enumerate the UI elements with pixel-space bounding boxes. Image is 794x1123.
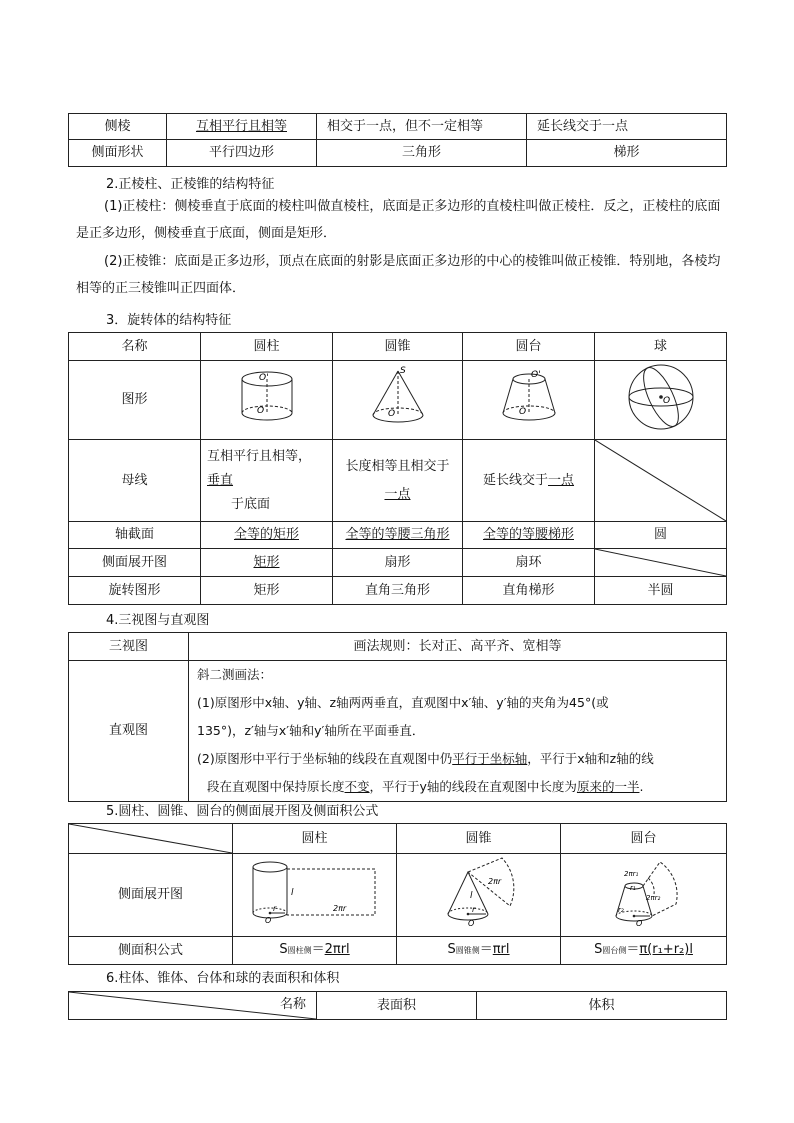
lateral-cone: 扇形	[333, 549, 463, 577]
rule2-text-e: ，平行于y轴的线段在直观图中长度为	[369, 779, 577, 794]
header-name: 名称	[69, 333, 201, 361]
axial-label: 轴截面	[69, 522, 201, 549]
oblique-rule-1b: 135°)，z′轴与x′轴和y′轴所在平面垂直．	[197, 723, 425, 738]
rotation-frustum: 直角梯形	[463, 577, 595, 605]
lateral-cylinder-text: 矩形	[253, 554, 280, 570]
axial-cylinder-text: 全等的矩形	[233, 527, 299, 542]
cone-o-label: O	[387, 409, 395, 419]
lateral-frustum: 扇环	[463, 549, 595, 577]
sphere-o-label: O	[662, 396, 670, 406]
cone-development-figure	[434, 854, 524, 930]
frustum-generatrix	[463, 440, 595, 522]
section6-heading: 6.柱体、锥体、台体和球的表面积和体积	[106, 971, 340, 986]
cell-label-lateral-edge: 侧棱	[69, 114, 167, 140]
header-surface-area: 表面积	[317, 992, 477, 1020]
cyl-dev-o: O	[264, 916, 271, 925]
rule2-text-a: (2)原图形中平行于坐标轴的线段在直观图中仍	[197, 751, 453, 766]
cone-development-cell	[397, 854, 561, 937]
sphere-figure-cell	[595, 361, 727, 440]
cyl-dev-r: r	[272, 904, 276, 913]
oblique-title: 斜二测画法：	[197, 667, 273, 682]
frustum-dev-2pir1: 2πr₁	[623, 870, 638, 878]
figure-label: 图形	[69, 361, 201, 440]
formula-frustum-eq: ＝	[626, 942, 640, 957]
header-sphere: 球	[595, 333, 727, 361]
section3-heading: 3．旋转体的结构特征	[106, 313, 232, 328]
header-cylinder-5: 圆柱	[233, 824, 397, 854]
cone-figure-cell	[333, 361, 463, 440]
rotation-label: 旋转图形	[69, 577, 201, 605]
frustum-figure-cell	[463, 361, 595, 440]
section5-heading: 5.圆柱、圆锥、圆台的侧面展开图及侧面积公式	[106, 804, 379, 819]
frustum-dev-r1: r₁	[629, 884, 636, 892]
cone-dev-l: l	[469, 891, 473, 901]
frustum-o1-label: O'	[530, 370, 541, 380]
section2-paragraph-2: (2)正棱锥：底面是正多边形，顶点在底面的射影是底面正多边形的中心的棱锥叫做正棱锥．特别地，各棱均相等的正三棱锥叫正四面体．	[76, 254, 721, 296]
header-name-6-text: 名称	[279, 997, 306, 1012]
formula-cone	[397, 937, 561, 965]
lateral-cylinder	[201, 549, 333, 577]
formula-cyl-s: S	[279, 942, 288, 957]
formula-cyl-eq: ＝	[311, 942, 325, 957]
lateral-area-table	[68, 823, 727, 965]
cone-generatrix-line1: 长度相等且相交于	[345, 458, 450, 474]
formula-cyl-value: 2πrl	[324, 942, 350, 957]
cell-pyramid-face: 三角形	[317, 140, 527, 167]
rule2-text-d: 段在直观图中保持原长度	[207, 779, 345, 794]
frustum-o-label: O	[518, 407, 526, 417]
intuitive-view-label: 直观图	[69, 661, 189, 802]
rule2-unchanged: 不变	[344, 779, 370, 794]
oblique-rule-1a: (1)原图形中x轴、y轴、z轴两两垂直，直观图中x′轴、y′轴的夹角为45°(或	[197, 695, 609, 710]
cylinder-figure	[237, 367, 297, 427]
frustum-development-cell	[561, 854, 727, 937]
cylinder-generatrix-line3: 于底面	[231, 496, 271, 512]
rule2-period: .	[639, 779, 644, 794]
section4-heading: 4.三视图与直观图	[106, 613, 210, 628]
cell-frustum-edge: 延长线交于一点	[527, 114, 727, 140]
rotation-sphere: 半圆	[595, 577, 727, 605]
axial-frustum-text: 全等的等腰梯形	[482, 527, 574, 542]
axial-cone	[333, 522, 463, 549]
sphere-figure	[625, 361, 697, 433]
cell-pyramid-edge: 相交于一点，但不一定相等	[317, 114, 527, 140]
cylinder-o1-label: O'	[258, 373, 269, 383]
formula-cone-s: S	[447, 942, 456, 957]
formula-cyl-sub: 圆柱侧	[287, 946, 312, 955]
oblique-rule-2a	[197, 745, 726, 773]
cone-dev-2pir: 2πr	[487, 877, 501, 886]
three-views-table	[68, 632, 727, 802]
lateral-label: 侧面展开图	[69, 549, 201, 577]
three-views-rule: 画法规则：长对正、高平齐、宽相等	[189, 633, 727, 661]
frustum-dev-o: O	[635, 919, 642, 928]
solids-of-revolution-table	[68, 332, 727, 605]
rotation-cone: 直角三角形	[333, 577, 463, 605]
axial-sphere: 圆	[595, 522, 727, 549]
cone-dev-r: r	[471, 905, 475, 914]
cylinder-generatrix	[201, 440, 333, 522]
header-volume: 体积	[477, 992, 727, 1020]
header-frustum-5: 圆台	[561, 824, 727, 854]
axial-cone-text: 全等的等腰三角形	[345, 527, 450, 542]
surface-volume-table	[68, 991, 727, 1020]
oblique-method	[189, 661, 727, 802]
frustum-generatrix-point: 一点	[548, 472, 575, 488]
section2-paragraph-1: (1)正棱柱：侧棱垂直于底面的棱柱叫做直棱柱，底面是正多边形的直棱柱叫做正棱柱．反之，正棱柱的底面是正多边形，侧棱垂直于底面，侧面是矩形．	[76, 199, 721, 241]
frustum-dev-2pir2: 2πr₂	[645, 894, 660, 902]
section2-heading: 2.正棱柱、正棱锥的结构特征	[106, 177, 275, 192]
oblique-rule-2b	[197, 773, 726, 801]
formula-cone-value: πrl	[492, 942, 510, 957]
header-name-6	[69, 992, 317, 1020]
cylinder-development-cell	[233, 854, 397, 937]
rule2-half: 原来的一半	[576, 779, 640, 794]
rule2-parallel: 平行于坐标轴	[452, 751, 528, 766]
frustum-dev-r2: r₂	[617, 906, 624, 914]
sphere-generatrix-empty	[595, 440, 727, 522]
three-views-label: 三视图	[69, 633, 189, 661]
cell-frustum-face: 梯形	[527, 140, 727, 167]
axial-cylinder	[201, 522, 333, 549]
cell-label-lateral-face: 侧面形状	[69, 140, 167, 167]
cylinder-development-figure	[245, 857, 385, 927]
generatrix-label: 母线	[69, 440, 201, 522]
cone-figure	[368, 365, 428, 429]
rotation-cylinder: 矩形	[201, 577, 333, 605]
cyl-dev-2pir: 2πr	[332, 904, 346, 913]
formula-cylinder	[233, 937, 397, 965]
header-cone: 圆锥	[333, 333, 463, 361]
formula-cone-eq: ＝	[479, 942, 493, 957]
formula-label: 侧面积公式	[69, 937, 233, 965]
header-cylinder: 圆柱	[201, 333, 333, 361]
formula-frustum	[561, 937, 727, 965]
cell-prism-face: 平行四边形	[167, 140, 317, 167]
header-cone-5: 圆锥	[397, 824, 561, 854]
corner-empty	[69, 824, 233, 854]
header-frustum: 圆台	[463, 333, 595, 361]
formula-frustum-value: π(r₁+r₂)l	[639, 942, 693, 957]
axial-frustum	[463, 522, 595, 549]
formula-frustum-s: S	[594, 942, 603, 957]
frustum-generatrix-text: 延长线交于	[482, 472, 548, 488]
prism-pyramid-table	[68, 113, 727, 167]
cyl-dev-l: l	[290, 888, 294, 898]
cone-dev-o: O	[467, 919, 474, 928]
cone-generatrix-line2: 一点	[384, 486, 411, 502]
frustum-development-figure	[604, 854, 684, 930]
rule2-text-c: ，平行于x轴和z轴的线	[527, 751, 654, 766]
cell-prism-edge: 互相平行且相等	[167, 114, 317, 140]
frustum-figure	[497, 367, 561, 427]
formula-cone-sub: 圆锥侧	[455, 946, 480, 955]
cone-generatrix	[333, 440, 463, 522]
sphere-lateral-empty	[595, 549, 727, 577]
cylinder-generatrix-line2: 垂直	[207, 472, 234, 488]
cone-s-label: S	[399, 366, 406, 376]
cylinder-o-label: O	[256, 406, 264, 416]
cylinder-figure-cell	[201, 361, 333, 440]
formula-frustum-sub: 圆台侧	[602, 946, 627, 955]
development-label: 侧面展开图	[69, 854, 233, 937]
cylinder-generatrix-line1: 互相平行且相等，	[207, 448, 312, 464]
